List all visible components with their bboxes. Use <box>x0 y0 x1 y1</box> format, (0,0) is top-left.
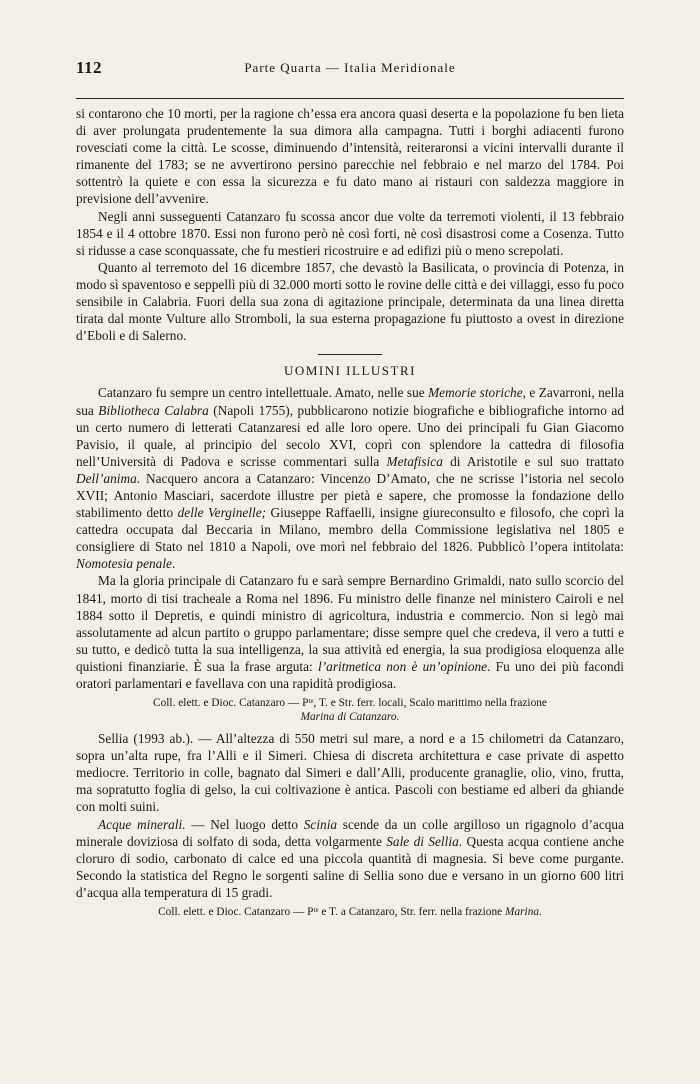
text-run: . Nacquero ancora a Catanzaro: Vincenzo D’Amato, che ne scrisse l’istoria nel secolo XVII; Antonio Masciari, sacerdote illustre per pietà e sapere, che promosse la fondazione dello stabilimento detto <box>76 470 624 521</box>
text-run: di Aristotile e sul suo trattato <box>442 453 624 469</box>
book-title: Metafisica <box>386 453 443 469</box>
running-title: Parte Quarta — Italia Meridionale <box>244 60 456 75</box>
administrative-note-sellia <box>76 905 624 919</box>
text-run: scende da un colle argilloso un rigagnolo d’acqua minerale doviziosa di solfato di soda, detta volgarmente <box>76 816 625 849</box>
subheading: Acque minerali. <box>98 816 186 832</box>
place-name: Marina <box>505 906 540 919</box>
page-header <box>76 58 624 80</box>
text-run: — Nel luogo detto <box>185 816 304 832</box>
section-title: UOMINI ILLUSTRI <box>284 363 416 379</box>
paragraph-sellia: Sellia (1993 ab.). — All’altezza di 550 metri sul mare, a nord e a 15 chilometri da Catanzaro, sopra un’alta rupe, fra l’Alli e il Simeri. Chiesa di discreta architettura e case private di aspetto mediocre. Territorio in colle, bagnato dal Simeri e dall’Alli, producente granaglie, olio, vino, frutta, ma sopratutto foglia di gelso, la cui coltivazione è antica. Pascoli con bestiame ed alberi da ghiande con molti suini. <box>76 731 624 815</box>
text-run: . Questa acqua contiene anche cloruro di sodio, carbonato di calce ed una piccola quantità di magnesia. Si beve come purgante. Secondo la statistica del Regno le sorgenti saline di Sellia sono due e versano in un giorno 600 litri d’acqua alla temperatura di 15 gradi. <box>76 833 624 900</box>
paragraph-grimaldi <box>76 572 624 692</box>
section-divider <box>318 354 382 355</box>
text-run: , e Zavarroni, nella sua <box>76 385 625 418</box>
place-name: Scinia <box>303 816 338 832</box>
paragraph-earthquake-1857: Quanto al terremoto del 16 dicembre 1857, che devastò la Basilicata, o provincia di Potenza, in modo sì spaventoso e seppellì più di 32.000 morti sotto le rovine delle città e dei villaggi, esso fu poco sensibile in Calabria. Fuori della sua zona di agitazione principale, determinata da una linea diretta tirata dal monte Vulture allo Stromboli, la sua esterna propagazione fu piuttosto a ovest in direzione d’Eboli e di Salerno. <box>76 259 624 344</box>
text-run: Catanzaro fu sempre un centro intellettuale. Amato, nelle sue <box>98 385 429 401</box>
text-run: . Fu uno dei più facondi oratori parlamentari e favellava con una rapidità prodigiosa. <box>76 658 624 691</box>
paragraph-earthquakes-1854-1870: Negli anni susseguenti Catanzaro fu scossa ancor due volte da terremoti violenti, il 13 febbraio 1854 e il 4 ottobre 1870. Essi non furono però nè così forti, nè così disastrosi come a Cosenza. Tutto si ridusse a case sconquassate, che fu mestieri ricostruire e ad edifizi più o meno screpolati. <box>76 208 624 258</box>
book-title: Memorie storiche <box>428 385 523 401</box>
water-name: Sale di Sellia <box>386 833 459 849</box>
text-run: (Napoli 1755), pubblicarono notizie biografiche e bibliografiche intorno ad un certo numero di letterati Catanzaresi ed alle loro opere. Uno dei principali fu Gian Giacomo Pavisio, il quale, al principio del secolo XVI, coprì con splendore la cattedra di filosofia nell’Università di Padova e scrisse commentari sulla <box>76 402 624 469</box>
text-run: . <box>171 556 176 572</box>
administrative-note-catanzaro <box>76 696 624 724</box>
quote: l’aritmetica non è un’opinione <box>318 658 488 674</box>
paragraph-catanzaro-intellectuals <box>76 384 624 572</box>
book-title: Nomotesia penale <box>76 556 172 572</box>
paragraph-acque-minerali <box>76 816 624 901</box>
paragraph-earthquake-1783: si contarono che 10 morti, per la ragione ch’essa era ancora quasi deserta e la popolazione fu ben lieta di aver prolungata prudentemente la sua dimora alla campagna. Tutti i borghi adiacenti furono rovesciati come la città. Le scosse, diminuendo d’intensità, reiteraronsi a vicini intervalli durante il rimanente del 1783; se ne avvertirono persino parecchie nel febbraio e nel marzo del 1784. Poi sottentrò la quiete e con essa la sicurezza e fu dato mano ai ristauri con saldezza maggiore in previsione dell’avvenire. <box>76 106 624 207</box>
text-run: Giuseppe Raffaelli, insigne giureconsulto e filosofo, che coprì la cattedra occupata dal Beccaria in Milano, membro della Commissione legislativa nel 1805 e consigliere di Stato nel 1810 a Napoli, ove morì nel febbraio del 1826. Pubblicò l’opera intitolata: <box>76 505 624 555</box>
note-line: Marina di Catanzaro. <box>300 711 400 724</box>
header-rule <box>76 98 624 99</box>
note-line: Coll. elett. e Dioc. Catanzaro — Pᵗᵉ e T. a Catanzaro, Str. ferr. nella frazione <box>158 906 506 919</box>
institution-name: delle Verginelle; <box>177 505 267 521</box>
page-number: 112 <box>76 58 103 77</box>
text-run: Ma la gloria principale di Catanzaro fu e sarà sempre Bernardino Grimaldi, nato sullo scorcio del 1841, morto di tisi tracheale a Roma nel 1896. Fu ministro delle finanze nel ministero Cairoli e nel 1884 sotto il Depretis, e quindi ministro di agricoltura, industria e commercio. Non si legò mai assolutamente ad alcun partito o gruppo parlamentare; disse sempre quel che credeva, il vero a tutti e su tutto, e dedicò tutta la sua intelligenza, la sua attività ed energia, la sua prodigiosa eloquenza alle quistioni finanziarie. È sua la frase arguta: <box>76 573 624 674</box>
note-line: Coll. elett. e Dioc. Catanzaro — Pᵗᵉ, T. e Str. ferr. locali, Scalo marittimo nella frazione <box>153 697 547 710</box>
note-line: . <box>539 906 542 919</box>
page-body <box>76 105 624 925</box>
book-title: Bibliotheca Calabra <box>98 402 209 418</box>
book-title: Dell’anima <box>76 470 137 486</box>
